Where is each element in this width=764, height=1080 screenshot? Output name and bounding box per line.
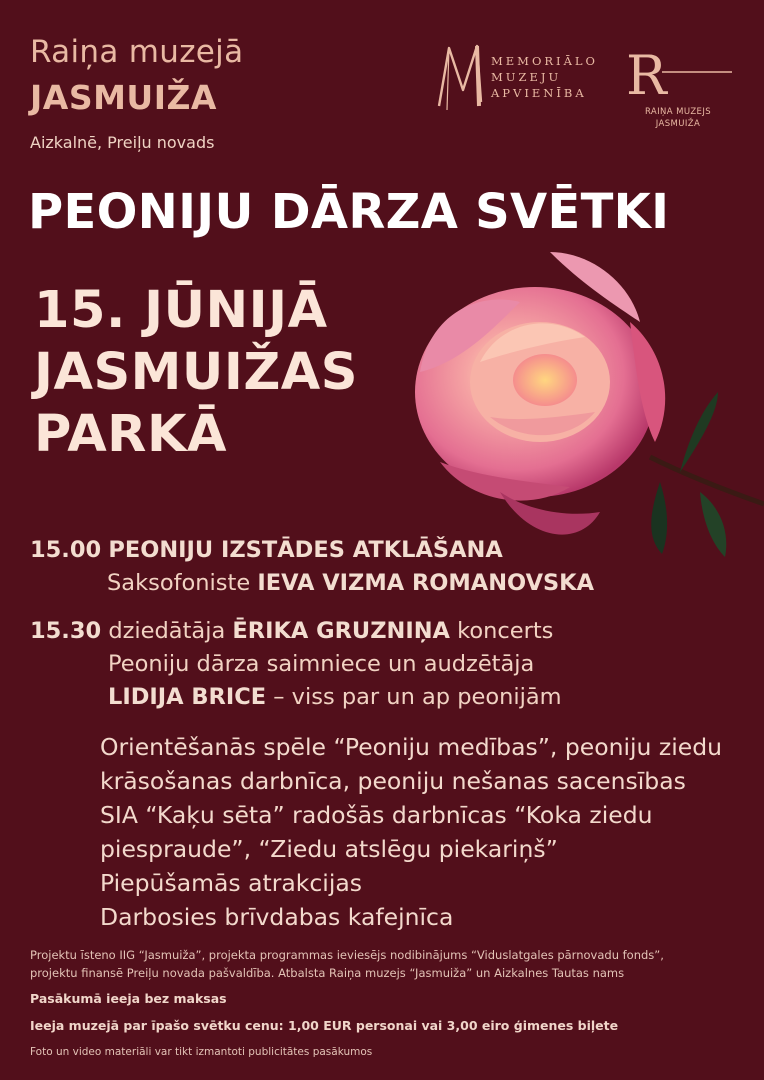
activities-list — [100, 730, 722, 934]
memorial-museums-logo — [433, 40, 598, 112]
schedule-text: koncerts — [457, 618, 554, 644]
venue-name: Raiņa muzejā — [30, 34, 244, 70]
activity-line: Piepūšamās atrakcijas — [100, 869, 363, 897]
schedule-item-2 — [30, 618, 553, 644]
schedule-item-2-line2: Peoniju dārza saimniece un audzētāja — [108, 651, 535, 677]
activity-line: krāsošanas darbnīca, peoniju nešanas sacensības — [100, 767, 686, 795]
m-monogram-icon — [433, 40, 493, 112]
schedule-time: 15.30 — [30, 618, 102, 644]
schedule-item-1 — [30, 537, 503, 563]
free-entry-note: Pasākumā ieeja bez maksas — [30, 991, 227, 1006]
performer-name: ĒRIKA GRUZNIŅA — [232, 618, 450, 644]
schedule-title: PEONIJU IZSTĀDES ATKLĀŠANA — [108, 537, 503, 563]
raina-museum-logo — [620, 42, 740, 137]
performer-name: IEVA VIZMA ROMANOVSKA — [257, 570, 595, 596]
date-line: 15. JŪNIJĀ — [34, 281, 328, 340]
event-title: PEONIJU DĀRZA SVĒTKI — [28, 184, 670, 240]
r-monogram-icon — [620, 42, 736, 102]
svg-text:R: R — [626, 44, 667, 102]
place-line: PARKĀ — [34, 405, 227, 464]
place-line: JASMUIŽAS — [34, 343, 358, 402]
logo-text-line: APVIENĪBA — [491, 86, 587, 100]
logo-text-line: MUZEJU — [491, 70, 562, 84]
project-info-line: projektu finansē Preiļu novada pašvaldība. Atbalsta Raiņa muzejs “Jasmuiža” un Aizkalnes Tautas nams — [30, 966, 625, 980]
venue-subtitle: JASMUIŽA — [30, 78, 217, 117]
project-info-line: Projektu īsteno IIG “Jasmuiža”, projekta programmas ieviesējs nodibinājums “Viduslatgales pārnovadu fonds”, — [30, 948, 664, 962]
activity-line: Orientēšanās spēle “Peoniju medības”, peoniju ziedu — [100, 733, 723, 761]
photo-notice: Foto un video materiāli var tikt izmantoti publicitātes pasākumos — [30, 1046, 373, 1058]
logo-text-line: RAIŅA MUZEJS — [644, 107, 712, 117]
logo-text-line: JASMUIŽA — [655, 119, 701, 129]
logo-text-line: MEMORIĀLO — [491, 54, 598, 68]
guest-name: LIDIJA BRICE — [108, 684, 267, 710]
schedule-item-2-line3 — [108, 684, 562, 710]
event-date-place — [34, 280, 358, 466]
museum-price-note: Ieeja muzejā par īpašo svētku cenu: 1,00 EUR personai vai 3,00 eiro ģimenes biļete — [30, 1018, 619, 1033]
activity-line: Darbosies brīvdabas kafejnīca — [100, 903, 454, 931]
schedule-item-1-performer — [107, 570, 594, 596]
performer-role: dziedātāja — [108, 618, 226, 644]
activity-line: SIA “Kaķu sēta” radošās darbnīcas “Koka ziedu — [100, 801, 653, 829]
activity-line: piespraude”, “Ziedu atslēgu piekariņš” — [100, 835, 558, 863]
peony-flower-image — [400, 242, 764, 562]
performer-role: Saksofoniste — [107, 570, 251, 596]
schedule-time: 15.00 — [30, 537, 102, 563]
location-text: Aizkalnē, Preiļu novads — [30, 133, 215, 152]
schedule-text: – viss par un ap peonijām — [273, 684, 562, 710]
